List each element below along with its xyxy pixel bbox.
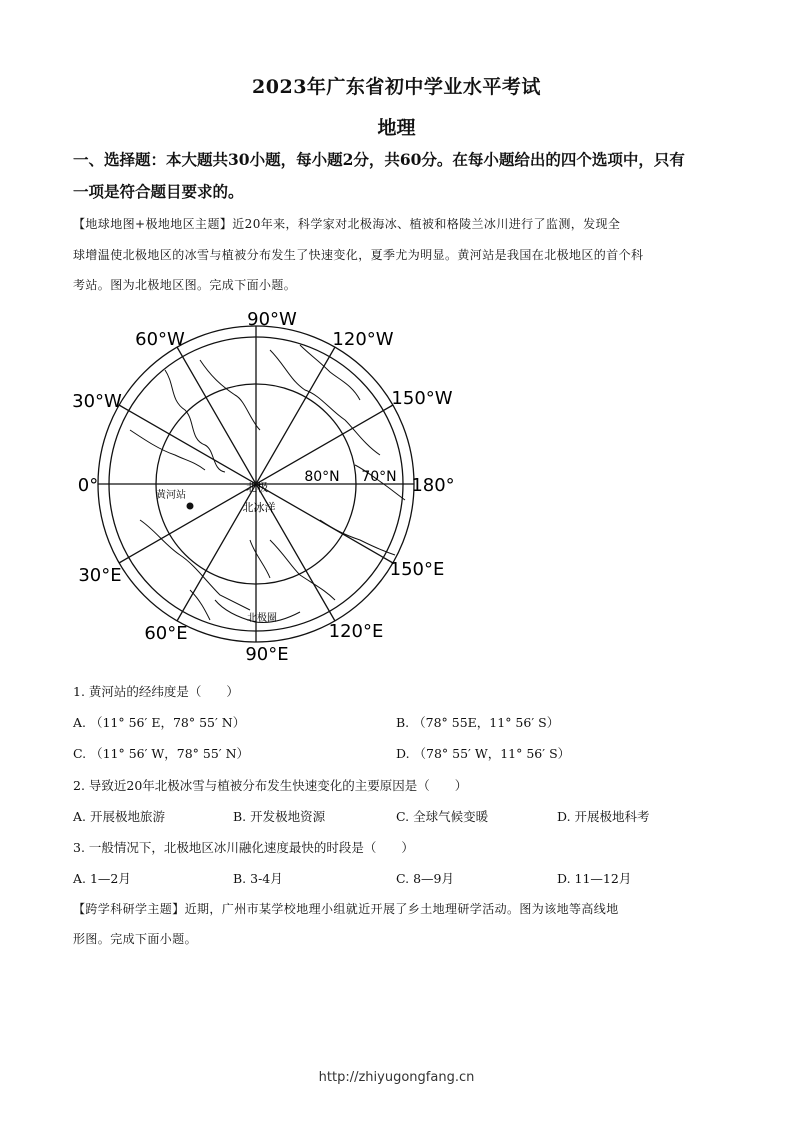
label-60e: 60°E xyxy=(144,623,188,644)
label-70n: 70°N xyxy=(361,469,397,485)
arctic-map xyxy=(60,300,480,670)
q2-option-b: B. 开发极地资源 xyxy=(233,809,326,824)
q2-option-c: C. 全球气候变暖 xyxy=(396,809,489,824)
footer-url[interactable]: http://zhiyugongfang.cn xyxy=(318,1070,475,1085)
label-arctic-circle: 北极圈 xyxy=(247,613,277,624)
intro1-line1: 【地球地图+极地地区主题】近20年来，科学家对北极海冰、植被和格陵兰冰川进行了监测，发现全 xyxy=(73,217,621,231)
q2-option-a: A. 开展极地旅游 xyxy=(73,809,165,824)
q3-option-c: C. 8—9月 xyxy=(396,871,454,886)
label-150w: 150°W xyxy=(391,388,453,409)
label-pole: 北极 xyxy=(246,481,268,494)
section-heading-line2: 一项是符合题目要求的。 xyxy=(73,182,244,201)
label-station: 黄河站 xyxy=(156,490,186,501)
station-marker xyxy=(187,503,194,510)
label-120w: 120°W xyxy=(332,329,394,350)
q3-option-d: D. 11—12月 xyxy=(557,871,632,886)
intro1-line3: 考站。图为北极地区图。完成下面小题。 xyxy=(73,278,297,292)
label-30e: 30°E xyxy=(78,565,122,586)
q3-option-b: B. 3-4月 xyxy=(233,871,283,886)
label-60w: 60°W xyxy=(135,329,185,350)
label-120e: 120°E xyxy=(328,621,384,642)
label-ocean: 北冰洋 xyxy=(242,501,276,514)
q1-option-d: D. （78° 55′ W，11° 56′ S） xyxy=(396,746,571,761)
intro2-line1: 【跨学科研学主题】近期，广州市某学校地理小组就近开展了乡土地理研学活动。图为该地等高线地 xyxy=(73,902,619,916)
subject-title: 地理 xyxy=(377,117,416,139)
label-30w: 30°W xyxy=(72,391,122,412)
exam-title: 2023年广东省初中学业水平考试 xyxy=(252,76,541,98)
label-90w: 90°W xyxy=(247,309,297,330)
q1-option-b: B. （78° 55E，11° 56′ S） xyxy=(396,715,560,730)
intro2-line2: 形图。完成下面小题。 xyxy=(73,932,198,946)
q1-option-c: C. （11° 56′ W，78° 55′ N） xyxy=(73,746,250,761)
q3-option-a: A. 1—2月 xyxy=(73,871,131,886)
q2-option-d: D. 开展极地科考 xyxy=(557,809,650,824)
label-90e: 90°E xyxy=(245,644,289,665)
label-150e: 150°E xyxy=(389,559,445,580)
q1-option-a: A. （11° 56′ E，78° 55′ N） xyxy=(73,715,246,730)
label-80n: 80°N xyxy=(304,469,340,485)
label-180: 180° xyxy=(411,475,455,496)
question-2-stem: 2. 导致近20年北极冰雪与植被分布发生快速变化的主要原因是（ ） xyxy=(73,778,468,793)
question-3-stem: 3. 一般情况下，北极地区冰川融化速度最快的时段是（ ） xyxy=(73,840,414,855)
label-0: 0° xyxy=(77,475,99,496)
question-1-stem: 1. 黄河站的经纬度是（ ） xyxy=(73,684,239,699)
intro1-line2: 球增温使北极地区的冰雪与植被分布发生了快速变化，夏季尤为明显。黄河站是我国在北极地区的首个科 xyxy=(73,248,644,262)
section-heading-line1: 一、选择题：本大题共30小题，每小题2分，共60分。在每小题给出的四个选项中，只有 xyxy=(73,150,685,169)
